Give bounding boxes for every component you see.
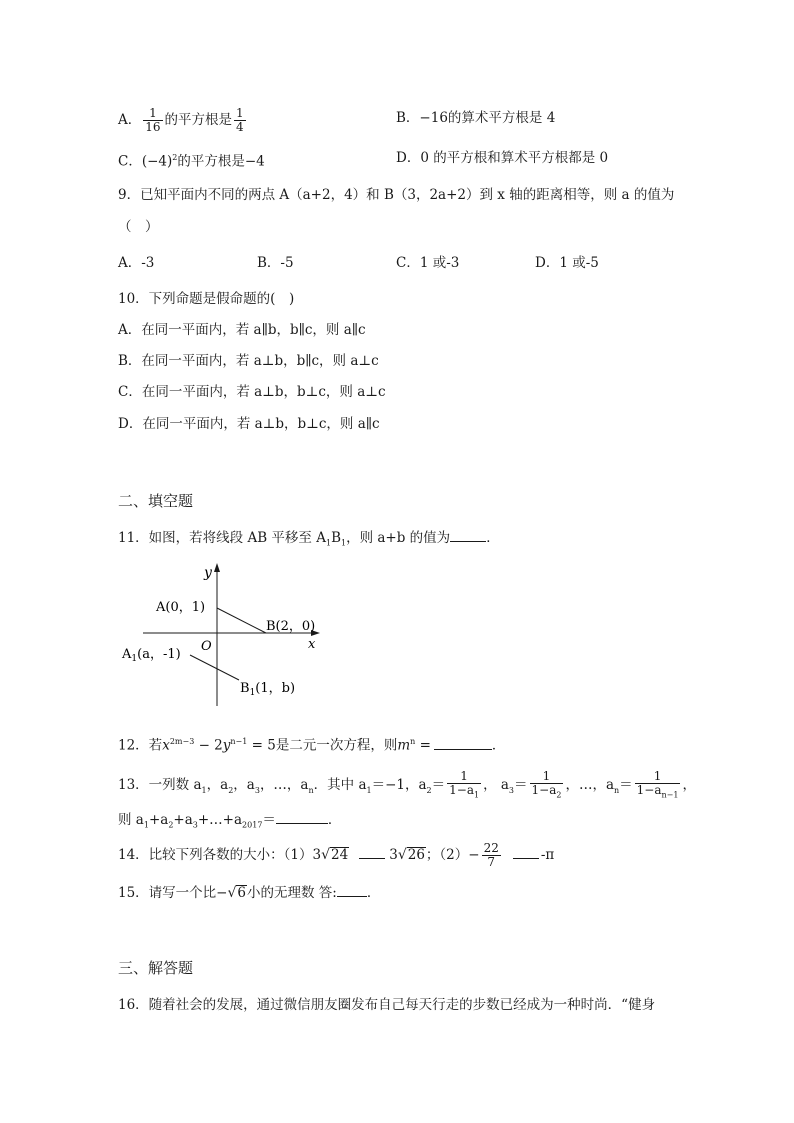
- q9-option-b: B．-5: [257, 255, 294, 271]
- q8-option-c: C．$(-4)^2$的平方根是−4: [118, 153, 265, 170]
- segment-a1b1: [190, 655, 239, 680]
- fraction: $\frac{1}{4}$: [236, 106, 244, 134]
- q13-line2: 则 $a_1+a_2+a_3+\dots+a_{2017}=$ ．: [118, 812, 342, 830]
- q9-option-c: C．1 或-3: [396, 255, 460, 271]
- segment-ab: [217, 608, 266, 633]
- q8-option-b: B．−16的算术平方根是 4: [396, 110, 556, 126]
- answer-blank[interactable]: [450, 528, 486, 542]
- fraction: $\frac{1}{1-a_1}$: [449, 769, 480, 800]
- q8-option-d: D．0 的平方根和算术平方根都是 0: [396, 150, 609, 166]
- q9-paren: （ ）: [118, 219, 159, 235]
- y-axis-arrow: [214, 563, 220, 572]
- q10-option-d: D．在同一平面内，若 a⊥b，b⊥c，则 a∥c: [118, 416, 380, 432]
- q16-stem: 16．随着社会的发展，通过微信朋友圈发布自己每天行走的步数已经成为一种时尚．“健身: [118, 997, 656, 1013]
- q13-stem: 13．一列数 $a_1$，$a_2$，$a_3$，…，$a_n$．其中 $a_1=-1$，$a_2=$ $\frac{1}{1-a_1}$ ， $a_3=$ $\frac{1}{1-a_2}$ ，…，$a_n=$ $\frac{1}{1-a_{n-1}}$ ，: [118, 769, 696, 800]
- answer-blank[interactable]: [359, 845, 385, 859]
- point-a-label: A(0，1): [156, 600, 206, 615]
- coordinate-figure: [118, 560, 328, 710]
- q8-option-a: A． $\frac{1}{16}$ 的平方根是 $\frac{1}{4}$: [118, 106, 244, 134]
- y-label: y: [204, 565, 212, 581]
- q14-stem: 14．比较下列各数的大小：（1）3√24 3√26；（2）− $\frac{22}{7}$ -π: [118, 841, 555, 869]
- answer-blank[interactable]: [513, 845, 539, 859]
- section-heading-answer: 三、解答题: [118, 959, 194, 977]
- fraction: $\frac{1}{1-a_2}$: [531, 769, 562, 800]
- q9-option-a: A．-3: [118, 255, 155, 271]
- x-label: x: [308, 637, 316, 652]
- q12-stem: 12．若$x^{2m-3} - 2y^{n-1} = 5$是二元一次方程，则$m^n$ = ．: [118, 737, 506, 754]
- section-heading-fill-blank: 二、填空题: [118, 492, 194, 510]
- answer-blank[interactable]: [434, 736, 492, 750]
- fraction: $\frac{1}{1-a_{n-1}}$: [636, 769, 679, 800]
- q10-stem: 10．下列命题是假命题的( ): [118, 291, 295, 307]
- fraction: $\frac{1}{16}$: [145, 106, 161, 134]
- q9-option-d: D．1 或-5: [535, 255, 599, 271]
- fraction: $\frac{22}{7}$: [483, 841, 499, 869]
- answer-blank[interactable]: [337, 883, 367, 897]
- q9-stem: 9．已知平面内不同的两点 A（a+2，4）和 B（3，2a+2）到 x 轴的距离相等，则 a 的值为: [118, 187, 675, 203]
- q11-stem: 11．如图，若将线段 AB 平移至 $A_1B_1$，则 a+b 的值为 ．: [118, 530, 500, 548]
- q10-option-a: A．在同一平面内，若 a∥b，b∥c，则 a∥c: [118, 322, 366, 338]
- point-a1-label: $A_1(a$，-1): [122, 647, 181, 664]
- q10-option-c: C．在同一平面内，若 a⊥b，b⊥c，则 a⊥c: [118, 384, 386, 400]
- q10-option-b: B．在同一平面内，若 a⊥b，b∥c，则 a⊥c: [118, 353, 379, 369]
- point-b-label: B(2，0): [266, 619, 316, 634]
- origin-label: O: [201, 639, 212, 654]
- q15-stem: 15．请写一个比−√6小的无理数 答: ．: [118, 885, 381, 901]
- point-b1-label: $B_1(1$，b): [240, 681, 296, 698]
- answer-blank[interactable]: [276, 810, 328, 824]
